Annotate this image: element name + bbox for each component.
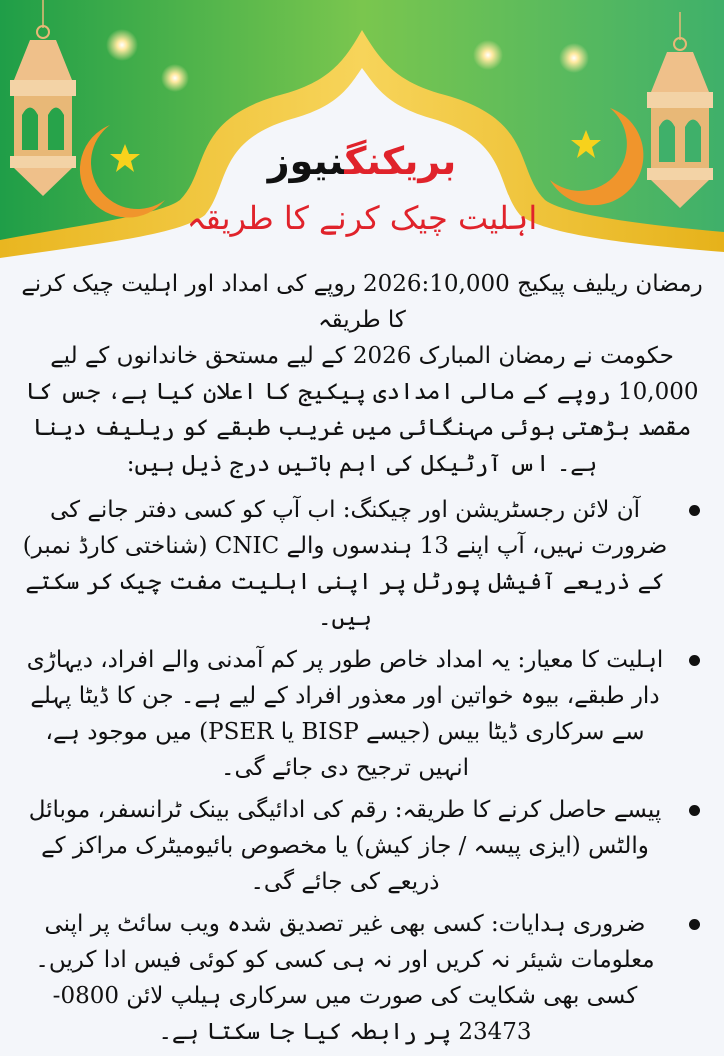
point-text: پیسے حاصل کرنے کا طریقہ: رقم کی ادائیگی بینک ٹرانسفر، موبائل والٹس (ایزی پیسہ / جاز کیش) یا مخصوص بائیومیٹرک مراکز کے ذریعے کی جائے گی۔ bbox=[28, 797, 662, 895]
list-item bbox=[20, 792, 670, 900]
bullet-icon bbox=[689, 655, 700, 666]
bullet-icon bbox=[689, 505, 700, 516]
list-item bbox=[20, 906, 670, 1050]
list-item bbox=[20, 492, 670, 636]
intro-section bbox=[20, 266, 704, 482]
key-points-list bbox=[20, 492, 704, 1050]
headline-news: نیوز bbox=[267, 139, 345, 183]
article-title: رمضان ریلیف پیکیج 2026:10,000 روپے کی امداد اور اہلیت چیک کرنے کا طریقہ bbox=[21, 271, 703, 333]
headline-breaking: بریکنگ bbox=[344, 139, 457, 183]
point-text: اہلیت کا معیار: یہ امداد خاص طور پر کم آمدنی والے افراد، دیہاڑی دار طبقے، بیوہ خواتین اور معذور افراد کے لیے ہے۔ جن کا ڈیٹا پہلے سے سرکاری ڈیٹا بیس (جیسے BISP یا PSER) میں موجود ہے، انہیں ترجیح دی جائے گی۔ bbox=[26, 647, 664, 781]
intro-paragraph: حکومت نے رمضان المبارک 2026 کے لیے مستحق خاندانوں کے لیے 10,000 روپے کے مالی امدادی پیکیج کا اعلان کیا ہے، جس کا مقصد بڑھتی ہوئی مہنگائی میں غریب طبقے کو ریلیف دینا ہے۔ اس آرٹیکل کی اہم باتیں درج ذیل ہیں: bbox=[25, 343, 699, 477]
bullet-icon bbox=[689, 919, 700, 930]
banner-header bbox=[0, 0, 724, 262]
headline-breaking-news bbox=[0, 138, 724, 184]
point-text: ضروری ہدایات: کسی بھی غیر تصدیق شدہ ویب سائٹ پر اپنی معلومات شیئر نہ کریں اور نہ ہی کسی کو کوئی فیس ادا کریں۔ کسی بھی شکایت کی صورت میں سرکاری ہیلپ لائن 0800-23473 پر رابطہ کیا جا سکتا ہے۔ bbox=[35, 911, 655, 1045]
article-body bbox=[20, 266, 704, 1056]
point-text: آن لائن رجسٹریشن اور چیکنگ: اب آپ کو کسی دفتر جانے کی ضرورت نہیں، آپ اپنے 13 ہندسوں والے CNIC (شناختی کارڈ نمبر) کے ذریعے آفیشل پورٹل پر اپنی اہلیت مفت چیک کر سکتے ہیں۔ bbox=[22, 497, 668, 631]
bullet-icon bbox=[689, 805, 700, 816]
headline-subtitle: اہلیت چیک کرنے کا طریقہ bbox=[186, 199, 538, 237]
list-item bbox=[20, 642, 670, 786]
